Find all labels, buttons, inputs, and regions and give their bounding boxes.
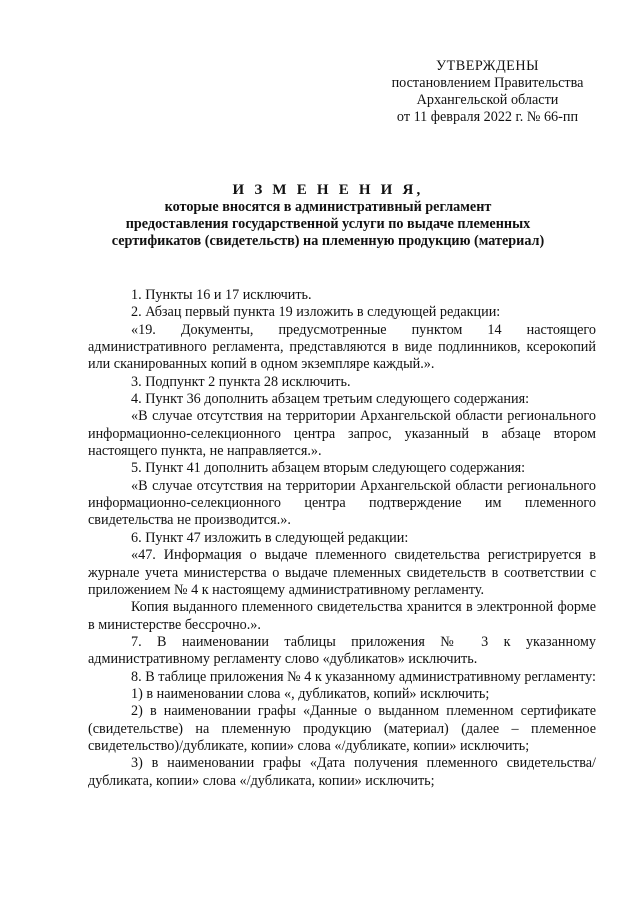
paragraph: 7. В наименовании таблицы приложения № 3 к указанному административному регламенту слово «дубликатов» исключить. <box>88 633 596 668</box>
title-line: сертификатов (свидетельств) на племенную продукцию (материал) <box>111 233 545 249</box>
paragraph: «В случае отсутствия на территории Архангельской области регионального информационно-селекционного центра запрос, указанный в абзаце втором настоящего пункта, не направляется.». <box>88 408 596 460</box>
document-body <box>88 287 596 790</box>
document-title <box>60 182 596 250</box>
title-line: предоставления государственной услуги по выдаче племенных <box>125 216 531 232</box>
paragraph: 8. В таблице приложения № 4 к указанному административному регламенту: <box>131 668 596 685</box>
paragraph: «19. Документы, предусмотренные пунктом 14 настоящего административного регламента, представляются в виде подлинников, ксерокопий или сканированных копий в одном экземпляре каждый.». <box>88 321 596 373</box>
paragraph: 2. Абзац первый пункта 19 изложить в следующей редакции: <box>131 304 501 321</box>
paragraph: 3. Подпункт 2 пункта 28 исключить. <box>131 373 351 390</box>
paragraph: 5. Пункт 41 дополнить абзацем вторым следующего содержания: <box>131 460 526 477</box>
paragraph: «47. Информация о выдаче племенного свидетельства регистрируется в журнале учета министерства о выдаче племенных свидетельств в соответствии с приложением № 4 к настоящему административному регламенту. <box>88 547 596 598</box>
paragraph: 1) в наименовании слова «, дубликатов, копий» исключить; <box>131 685 490 702</box>
approval-line: от 11 февраля 2022 г. № 66-пп <box>396 109 579 125</box>
approval-heading: УТВЕРЖДЕНЫ <box>436 58 539 74</box>
title-heading: И З М Е Н Е Н И Я, <box>232 182 424 198</box>
title-line: которые вносятся в административный регламент <box>164 199 492 215</box>
approval-block <box>360 58 615 126</box>
paragraph: 4. Пункт 36 дополнить абзацем третьим следующего содержания: <box>131 391 530 408</box>
paragraph: «В случае отсутствия на территории Архангельской области регионального информационно-селекционного центра подтверждение им племенного свидетельства не производится.». <box>88 477 596 529</box>
paragraph: 3) в наименовании графы «Дата получения племенного свидетельства/ дубликата, копии» слова «/дубликата, копии» исключить; <box>88 755 596 789</box>
paragraph: 6. Пункт 47 изложить в следующей редакции: <box>131 529 409 546</box>
approval-line: постановлением Правительства <box>391 75 584 91</box>
paragraph: 1. Пункты 16 и 17 исключить. <box>131 287 312 303</box>
paragraph: 2) в наименовании графы «Данные о выданном племенном сертификате (свидетельстве) на племенную продукцию (материал) (далее – племенное свидетельство)/дубликате, копии» слова «/дубликате, копии» исключить; <box>88 703 596 754</box>
approval-line: Архангельской области <box>416 92 559 108</box>
paragraph: Копия выданного племенного свидетельства хранится в электронной форме в министерстве бессрочно.». <box>88 599 596 633</box>
